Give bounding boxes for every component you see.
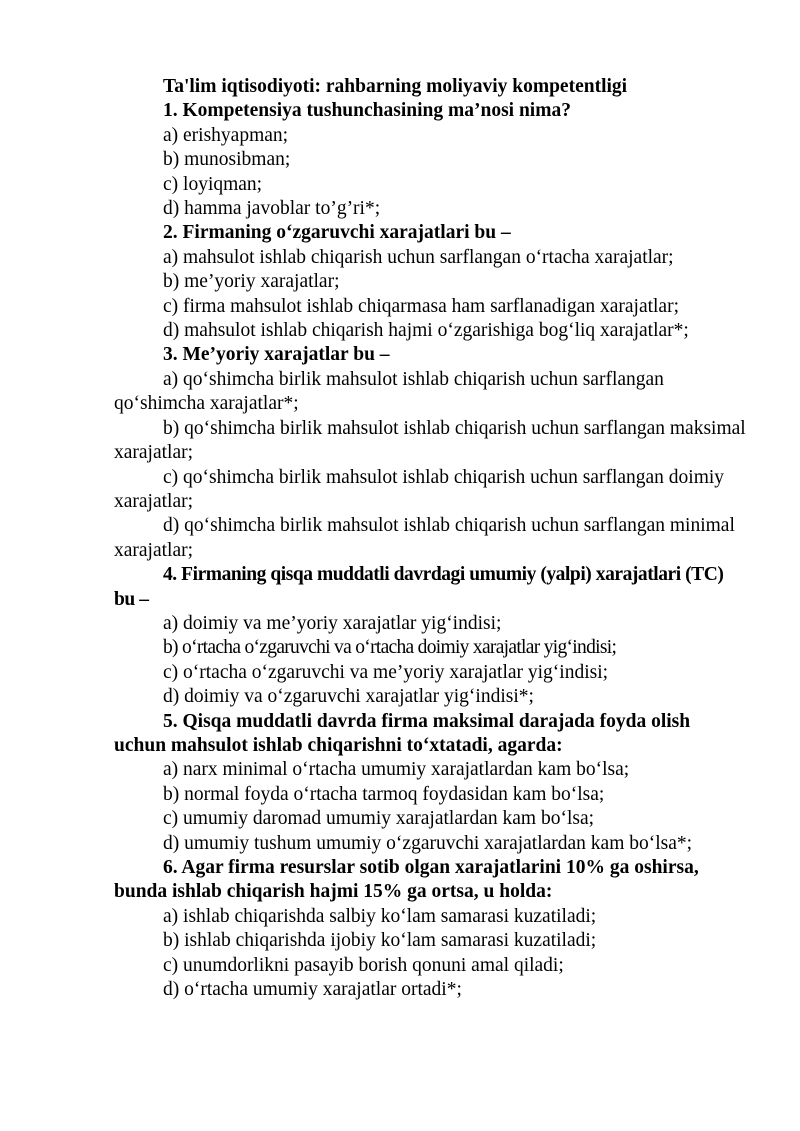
question-6-option-a: a) ishlab chiqarishda salbiy ko‘lam samarasi kuzatiladi; <box>163 905 597 927</box>
question-2-option-a: a) mahsulot ishlab chiqarish uchun sarflangan o‘rtacha xarajatlar; <box>163 246 674 268</box>
question-4-option-c: c) o‘rtacha o‘zgaruvchi va me’yoriy xarajatlar yig‘indisi; <box>163 661 609 683</box>
document-title: Ta'lim iqtisodiyoti: rahbarning moliyaviy kompetentligi <box>163 76 628 97</box>
question-6: 6. Agar firma resurslar sotib olgan xarajatlarini 10% ga oshirsa, bunda ishlab chiqarish hajmi 15% ga ortsa, u holda: <box>114 857 699 903</box>
question-2-option-c: c) firma mahsulot ishlab chiqarmasa ham sarflanadigan xarajatlar; <box>163 295 679 317</box>
question-3-option-a: a) qo‘shimcha birlik mahsulot ishlab chiqarish uchun sarflangan qo‘shimcha xarajatlar*; <box>114 368 664 415</box>
question-5-option-a: a) narx minimal o‘rtacha umumiy xarajatlardan kam bo‘lsa; <box>163 759 630 781</box>
question-1-option-b: b) munosibman; <box>163 149 291 171</box>
question-5-option-c: c) umumiy daromad umumiy xarajatlardan kam bo‘lsa; <box>163 808 595 830</box>
question-4-option-b: b) o‘rtacha o‘zgaruvchi va o‘rtacha doimiy xarajatlar yig‘indisi; <box>163 637 617 659</box>
question-5-option-b: b) normal foyda o‘rtacha tarmoq foydasidan kam bo‘lsa; <box>163 783 605 805</box>
document-body <box>114 75 746 1002</box>
question-1-option-c: c) loyiqman; <box>163 173 263 195</box>
question-2-option-b: b) me’yoriy xarajatlar; <box>163 271 340 293</box>
question-3-option-d: d) qo‘shimcha birlik mahsulot ishlab chiqarish uchun sarflangan minimal xarajatlar; <box>114 515 735 561</box>
question-2-option-d: d) mahsulot ishlab chiqarish hajmi o‘zgarishiga bog‘liq xarajatlar*; <box>163 320 689 342</box>
question-3-option-b: b) qo‘shimcha birlik mahsulot ishlab chiqarish uchun sarflangan maksimal xarajatlar; <box>114 417 746 464</box>
question-3: 3. Me’yoriy xarajatlar bu – <box>163 344 390 366</box>
question-1-option-d: d) hamma javoblar to’g’ri*; <box>163 198 381 220</box>
question-4-option-a: a) doimiy va me’yoriy xarajatlar yig‘indisi; <box>163 612 502 634</box>
question-1: 1. Kompetensiya tushunchasining ma’nosi nima? <box>163 100 571 122</box>
question-4: 4. Firmaning qisqa muddatli davrdagi umumiy (yalpi) xarajatlari (TC) bu – <box>114 564 724 610</box>
question-6-option-b: b) ishlab chiqarishda ijobiy ko‘lam samarasi kuzatiladi; <box>163 930 597 952</box>
question-5: 5. Qisqa muddatli davrda firma maksimal darajada foyda olish uchun mahsulot ishlab chiqarishni to‘xtatadi, agarda: <box>114 710 691 756</box>
question-6-option-c: c) unumdorlikni pasayib borish qonuni amal qiladi; <box>163 954 564 976</box>
question-6-option-d: d) o‘rtacha umumiy xarajatlar ortadi*; <box>163 979 462 1001</box>
question-2: 2. Firmaning o‘zgaruvchi xarajatlari bu – <box>163 222 511 244</box>
question-4-option-d: d) doimiy va o‘zgaruvchi xarajatlar yig‘indisi*; <box>163 686 534 708</box>
question-1-option-a: a) erishyapman; <box>163 124 289 146</box>
question-3-option-c: c) qo‘shimcha birlik mahsulot ishlab chiqarish uchun sarflangan doimiy xarajatlar; <box>114 466 725 512</box>
question-5-option-d: d) umumiy tushum umumiy o‘zgaruvchi xarajatlardan kam bo‘lsa*; <box>163 832 693 854</box>
